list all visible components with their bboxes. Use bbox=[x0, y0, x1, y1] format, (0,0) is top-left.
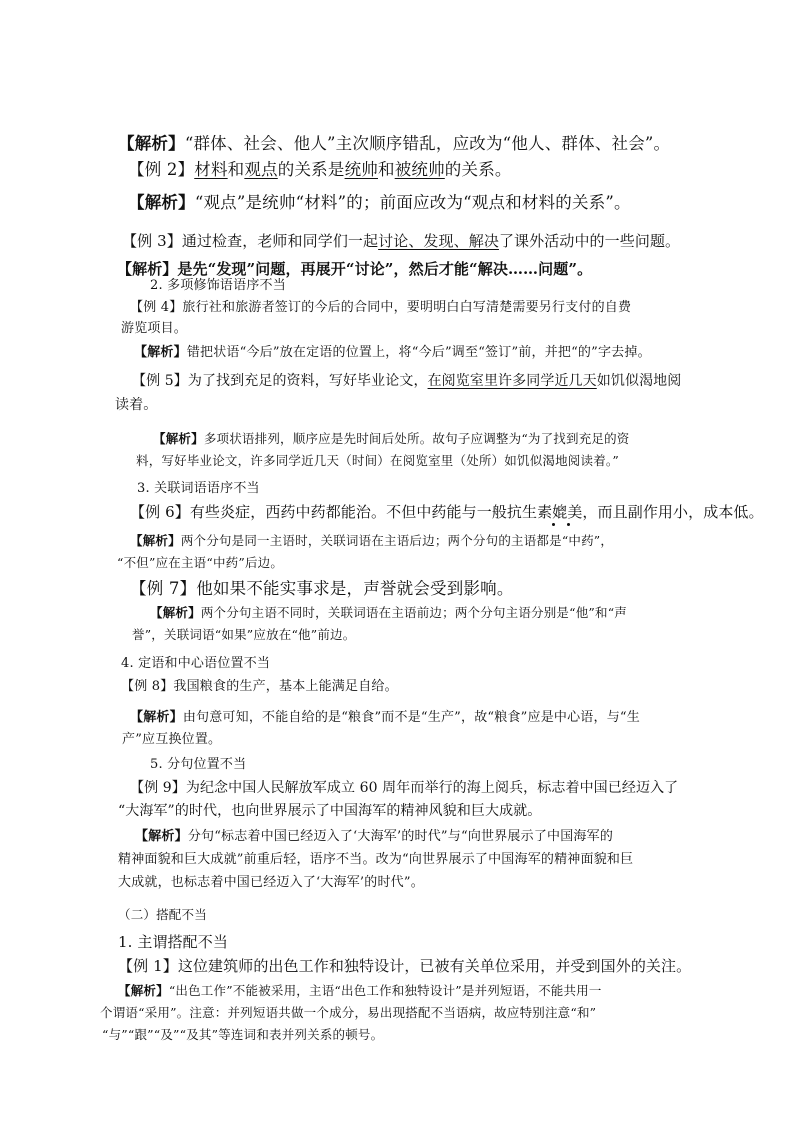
example-tag: 【例 5】 bbox=[132, 373, 188, 389]
example-text: 他如果不能实事求是，声誉就会受到影响。 bbox=[196, 579, 514, 598]
example-text: 这位建筑师的出色工作和独特设计，已被有关单位采用，并受到国外的关注。 bbox=[177, 957, 692, 975]
example-5-line-1 bbox=[132, 373, 681, 391]
analysis-line-7b: 誉”，关联词语“如果”应放在“他”前边。 bbox=[132, 627, 356, 642]
analysis-line-10c: “与”“跟”“及”“及其”等连词和表并列关系的顿号。 bbox=[102, 1027, 384, 1042]
heading-4: 4. 定语和中心语位置不当 bbox=[121, 656, 271, 671]
emphasis-dot bbox=[552, 523, 555, 526]
example-tag: 【例 2】 bbox=[128, 160, 195, 179]
analysis-text: 两个分句主语不同时，关联词语在主语前边；两个分句主语分别是“他”和“声 bbox=[200, 605, 627, 620]
analysis-tag: 【解析】 bbox=[118, 134, 185, 153]
example-2-line bbox=[128, 160, 512, 181]
analysis-tag: 【解析】 bbox=[135, 829, 188, 844]
analysis-text: 分句“标志着中国已经迈入了‘大海军’的时代”与“向世界展示了中国海军的 bbox=[187, 829, 614, 844]
example-text: 的关系是 bbox=[277, 160, 345, 179]
example-tag: 【例 1】 bbox=[118, 957, 178, 975]
analysis-line-5a bbox=[153, 431, 630, 447]
analysis-text: “群体、社会、他人”主次顺序错乱，应改为“他人、群体、社会”。 bbox=[184, 134, 671, 153]
analysis-line-1 bbox=[118, 134, 670, 155]
example-9-line-1 bbox=[130, 780, 678, 798]
example-text: 为纪念中国人民解放军成立 60 周年而举行的海上阅兵，标志着中国已经迈入了 bbox=[185, 780, 679, 796]
analysis-line-3 bbox=[117, 260, 592, 279]
analysis-tag: 【解析】 bbox=[130, 533, 181, 548]
example-tag: 【例 7】 bbox=[130, 579, 197, 598]
example-text: 有些炎症，西药中药都能治。不但中药能与一般抗生素媲美，而且副作用小，成本低。 bbox=[189, 503, 764, 521]
underlined-phrase: 被统帅 bbox=[394, 160, 445, 179]
analysis-tag: 【解析】 bbox=[153, 431, 204, 446]
analysis-text: 错把状语“今后”放在定语的位置上，将“今后”调至“签订”前，并把“的”字去掉。 bbox=[186, 345, 651, 360]
analysis-text: “出色工作”不能被采用，主语“出色工作和独特设计”是并列短语，不能共用一 bbox=[168, 983, 602, 998]
underlined-phrase: 观点 bbox=[244, 160, 278, 179]
analysis-line-8a bbox=[130, 710, 640, 726]
example-9-line-2: “大海军”的时代，也向世界展示了中国海军的精神风貌和巨大成就。 bbox=[118, 803, 542, 819]
analysis-tag: 【解析】 bbox=[128, 193, 195, 212]
heading-2: 2. 多项修饰语语序不当 bbox=[150, 278, 286, 293]
subheading-1: 1. 主谓搭配不当 bbox=[118, 933, 228, 951]
example-text: 了课外活动中的一些问题。 bbox=[498, 232, 681, 250]
example-tag: 【例 4】 bbox=[130, 300, 183, 315]
analysis-text: “观点”是统帅“材料”的；前面应改为“观点和材料的关系”。 bbox=[194, 193, 631, 212]
analysis-line-2 bbox=[128, 193, 631, 214]
analysis-text: 由句意可知，不能自给的是“粮食”而不是“生产”，故“粮食”应是中心语，与“生 bbox=[182, 710, 640, 725]
example-text: 通过检查，老师和同学们一起 bbox=[181, 232, 379, 250]
example-tag: 【例 3】 bbox=[122, 232, 182, 250]
analysis-text: 是先“发现”问题，再展开“讨论”，然后才能“解决……问题”。 bbox=[177, 260, 593, 278]
analysis-line-6b: “不但”应在主语“中药”后边。 bbox=[117, 555, 284, 570]
example-tag: 【例 6】 bbox=[130, 503, 190, 521]
section-heading: （二）搭配不当 bbox=[118, 907, 207, 922]
analysis-line-5b: 料，写好毕业论文，许多同学近几天（时间）在阅览室里（处所）如饥似渴地阅读着。” bbox=[136, 453, 619, 468]
analysis-line-8b: 产”应互换位置。 bbox=[122, 732, 222, 747]
heading-5: 5. 分句位置不当 bbox=[150, 757, 247, 772]
analysis-line-7a bbox=[150, 605, 627, 621]
emphasis-dot bbox=[567, 523, 570, 526]
example-3-line bbox=[122, 232, 680, 251]
example-5-line-2: 读着。 bbox=[115, 397, 158, 413]
analysis-line-9c: 大成就，也标志着中国已经迈入了‘大海军’的时代”。 bbox=[118, 875, 424, 890]
example-text: 旅行社和旅游者签订的今后的合同中，要明明白白写清楚需要另行支付的自费 bbox=[182, 300, 632, 315]
example-tag: 【例 9】 bbox=[130, 780, 186, 796]
heading-3: 3. 关联词语语序不当 bbox=[137, 481, 260, 496]
analysis-tag: 【解析】 bbox=[117, 260, 178, 278]
example-4-line-1 bbox=[130, 300, 631, 316]
example-text: 我国粮食的生产，基本上能满足自给。 bbox=[173, 679, 398, 694]
underlined-phrase: 在阅览室里许多同学近几天 bbox=[427, 373, 597, 389]
analysis-text: 多项状语排列，顺序应是先时间后处所。故句子应调整为“为了找到充足的资 bbox=[203, 431, 630, 446]
analysis-text: 两个分句是同一主语时，关联词语在主语后边；两个分句的主语都是“中药”， bbox=[180, 533, 614, 548]
analysis-tag: 【解析】 bbox=[150, 605, 201, 620]
example-text: 如饥似渴地阅 bbox=[596, 373, 682, 389]
example-6-line bbox=[130, 503, 764, 522]
example-tag: 【例 8】 bbox=[121, 679, 174, 694]
example-10-line bbox=[118, 957, 691, 976]
analysis-line-10a bbox=[118, 983, 602, 999]
analysis-tag: 【解析】 bbox=[134, 345, 187, 360]
example-text: 和 bbox=[377, 160, 395, 179]
underlined-phrase: 材料 bbox=[194, 160, 228, 179]
example-7-line bbox=[130, 579, 514, 600]
analysis-line-6a bbox=[130, 533, 613, 549]
analysis-line-9a bbox=[135, 829, 613, 845]
example-8-line bbox=[121, 679, 398, 695]
analysis-tag: 【解析】 bbox=[130, 710, 183, 725]
analysis-tag: 【解析】 bbox=[118, 983, 169, 998]
example-4-line-2: 游览项目。 bbox=[121, 321, 188, 336]
example-text: 的关系。 bbox=[444, 160, 512, 179]
underlined-phrase: 讨论、发现、解决 bbox=[378, 232, 499, 250]
analysis-line-9b: 精神面貌和巨大成就”前重后轻，语序不当。改为“向世界展示了中国海军的精神面貌和巨 bbox=[118, 852, 634, 867]
analysis-line-10b: 个谓语“采用”。注意：并列短语共做一个成分，易出现搭配不当语病，故应特别注意“和” bbox=[100, 1005, 597, 1020]
example-text: 和 bbox=[227, 160, 245, 179]
underlined-phrase: 统帅 bbox=[344, 160, 378, 179]
example-text: 为了找到充足的资料，写好毕业论文， bbox=[187, 373, 428, 389]
analysis-line-4 bbox=[134, 345, 651, 361]
